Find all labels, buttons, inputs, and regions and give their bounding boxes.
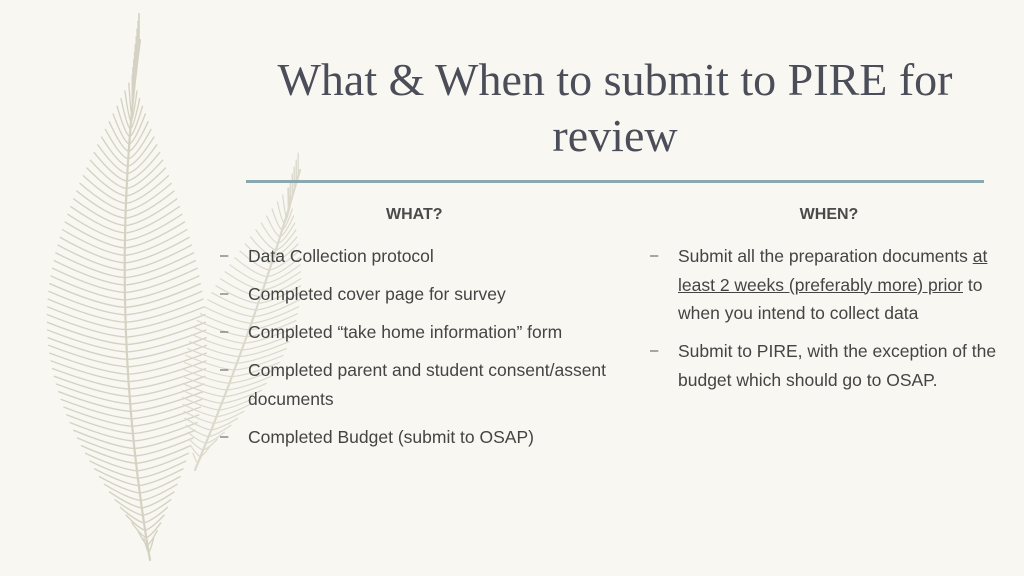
what-item-cover-page: – Completed cover page for survey [216,280,626,309]
what-item-take-home-form: – Completed “take home information” form [216,318,626,347]
bullet-dash: – [220,285,229,302]
when-item-submit-pire: – Submit to PIRE, with the exception of the budget which should go to OSAP. [646,337,1012,394]
page-title: What & When to submit to PIRE for review [277,54,953,161]
what-item-protocol: – Data Collection protocol [216,242,626,271]
underlined-deadline: at least 2 weeks (preferably more) prior [678,246,988,295]
bullet-dash: – [220,247,229,264]
bullet-dash: – [220,427,229,445]
what-list [216,242,626,451]
title-divider [246,180,984,183]
what-item-budget: – Completed Budget (submit to OSAP) [216,423,626,452]
what-column [216,204,626,461]
bullet-dash: – [220,323,229,340]
when-heading: WHEN? [799,206,859,223]
bullet-dash: – [650,342,659,359]
when-item-timing: – Submit all the preparation documents at least 2 weeks (preferably more) prior to when you intend to collect data [646,242,1012,328]
what-item-consent-documents: – Completed parent and student consent/assent documents [216,356,626,413]
bullet-dash: – [220,361,229,378]
when-list [646,242,1012,394]
when-column [646,204,1012,404]
what-heading: WHAT? [386,206,443,223]
bullet-dash: – [650,247,659,264]
